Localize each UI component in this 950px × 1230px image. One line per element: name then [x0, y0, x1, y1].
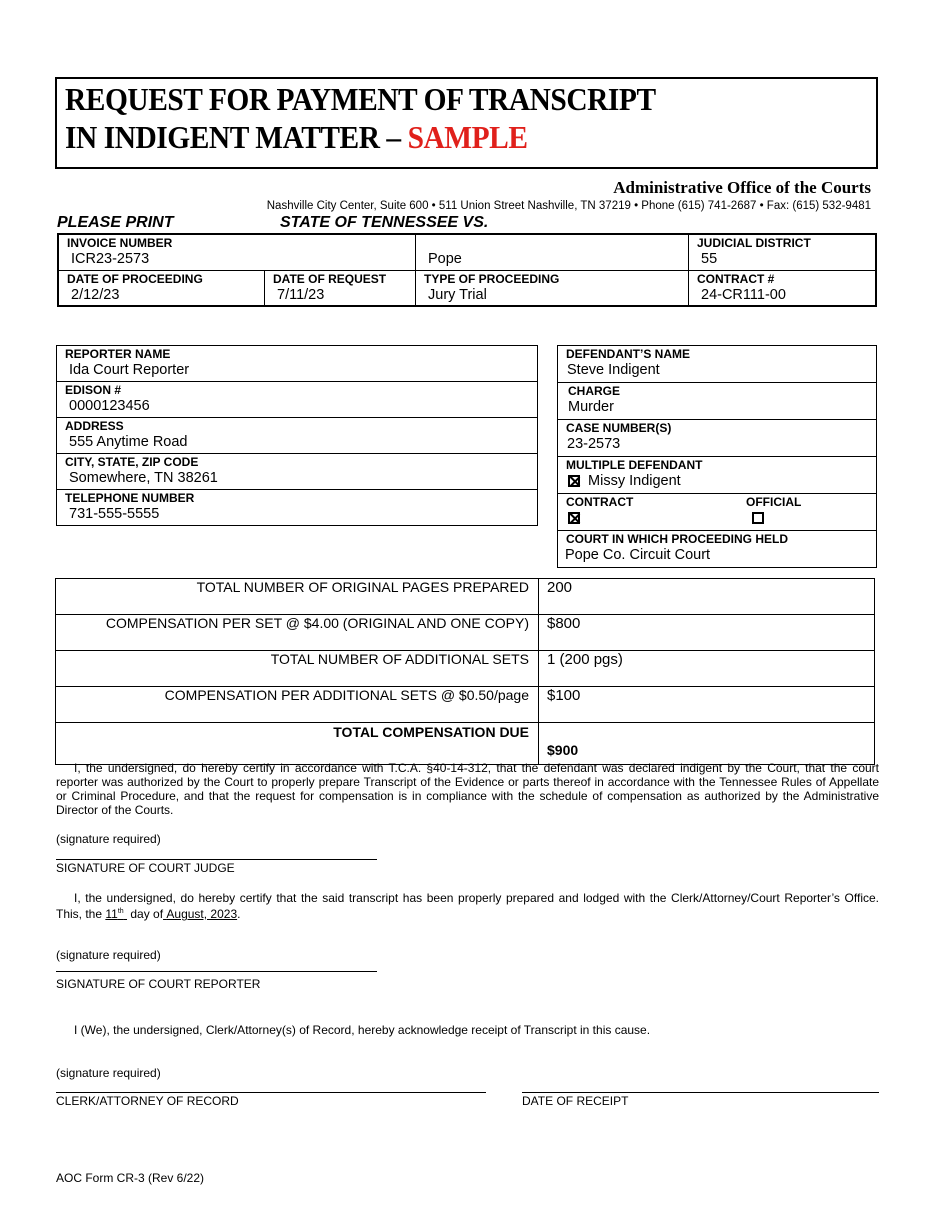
- reporter-info-table: [56, 345, 538, 526]
- reporter-name-value: Ida Court Reporter: [69, 362, 190, 378]
- compensation-row-value[interactable]: $800: [539, 615, 875, 651]
- type-of-proceeding-label: TYPE OF PROCEEDING: [424, 271, 560, 286]
- certification-month-year-value: August, 2023: [166, 907, 238, 921]
- charge-label: CHARGE: [568, 384, 621, 398]
- sample-watermark-text: SAMPLE: [407, 119, 528, 155]
- reporter-cert-text-b: day of: [127, 907, 164, 921]
- city-state-zip-value: Somewhere, TN 38261: [69, 470, 218, 486]
- title-prefix: IN INDIGENT MATTER –: [65, 119, 408, 155]
- date-of-proceeding-cell[interactable]: [58, 270, 265, 306]
- reporter-signature-required: (signature required): [56, 948, 161, 962]
- date-of-request-cell[interactable]: [265, 270, 416, 306]
- edison-value: 0000123456: [69, 398, 150, 414]
- reporter-name-cell[interactable]: [57, 346, 538, 382]
- case-info-table: [57, 233, 877, 307]
- compensation-row-label: TOTAL NUMBER OF ORIGINAL PAGES PREPARED: [56, 579, 539, 615]
- clerk-signature-label: CLERK/ATTORNEY OF RECORD: [56, 1094, 239, 1108]
- address-value: 555 Anytime Road: [69, 434, 188, 450]
- address-cell[interactable]: [57, 418, 538, 454]
- case-numbers-cell[interactable]: [558, 420, 877, 457]
- compensation-row: [56, 651, 875, 687]
- date-of-receipt-line[interactable]: [522, 1092, 879, 1093]
- reporter-cert-text-a: I, the undersigned, do hereby certify that the said transcript has been properly prepared and lodged with the Clerk/Attorney/Court Reporter’s Office. This, the: [56, 891, 879, 921]
- official-type-label: OFFICIAL: [746, 495, 802, 509]
- defendant-name-label: DEFENDANT’S NAME: [566, 347, 691, 361]
- contract-number-cell[interactable]: [689, 270, 877, 306]
- total-compensation-value[interactable]: $900: [539, 723, 875, 765]
- contract-checkbox[interactable]: [568, 512, 580, 524]
- judge-certification-text: I, the undersigned, do hereby certify in accordance with T.C.A. §40-14-312, that the defendant was declared indigent by the Court, that the court reporter was authorized by the Court to properly prepare Transcript of the Evidence or parts thereof in accordance with the Tennessee Rules of Appellate or Criminal Procedure, and that the request for compensation is in compliance with the schedule of compensation as authorized by the Administrative Director of the Courts.: [56, 761, 879, 817]
- certification-day: [105, 907, 127, 921]
- total-compensation-row: [56, 723, 875, 765]
- official-type-cell: [738, 494, 877, 531]
- judge-signature-required: (signature required): [56, 832, 161, 846]
- clerk-signature-required: (signature required): [56, 1066, 161, 1080]
- county-cell[interactable]: [416, 234, 689, 270]
- clerk-signature-line[interactable]: [56, 1092, 486, 1093]
- case-numbers-value: 23-2573: [567, 436, 621, 452]
- receipt-acknowledgement-text: I (We), the undersigned, Clerk/Attorney(s) of Record, hereby acknowledge receipt of Transcript in this cause.: [74, 1023, 651, 1037]
- defendant-name-cell[interactable]: [558, 346, 877, 383]
- multiple-defendant-label: MULTIPLE DEFENDANT: [566, 458, 703, 472]
- judicial-district-label: JUDICIAL DISTRICT: [697, 236, 811, 250]
- type-of-proceeding-cell[interactable]: [416, 270, 689, 306]
- date-of-proceeding-label: DATE OF PROCEEDING: [67, 271, 203, 286]
- telephone-value: 731-555-5555: [69, 506, 160, 522]
- compensation-row-label: TOTAL NUMBER OF ADDITIONAL SETS: [56, 651, 539, 687]
- judicial-district-cell[interactable]: [689, 234, 877, 270]
- charge-cell[interactable]: [558, 383, 877, 420]
- compensation-row-value[interactable]: 1 (200 pgs): [539, 651, 875, 687]
- judge-signature-line[interactable]: [56, 859, 377, 860]
- telephone-label: TELEPHONE NUMBER: [65, 491, 195, 505]
- form-title-box: [55, 77, 878, 169]
- office-name: Administrative Office of the Courts: [613, 178, 871, 197]
- multiple-defendant-checkbox[interactable]: [568, 475, 580, 487]
- edison-cell[interactable]: [57, 382, 538, 418]
- city-state-zip-label: CITY, STATE, ZIP CODE: [65, 455, 199, 469]
- compensation-row-value[interactable]: $100: [539, 687, 875, 723]
- contract-number-value: 24-CR111-00: [701, 286, 786, 303]
- certification-day-suffix: th: [117, 908, 124, 915]
- court-held-value: Pope Co. Circuit Court: [565, 547, 711, 563]
- reporter-certification-text: I, the undersigned, do hereby certify that the said transcript has been properly prepared and lodged with the Clerk/Attorney/Court Reporter’s Office. This, the 11th day of August, 2023.: [56, 891, 879, 921]
- please-print-note: PLEASE PRINT: [57, 214, 174, 231]
- compensation-row-label: COMPENSATION PER ADDITIONAL SETS @ $0.50/page: [56, 687, 539, 723]
- compensation-row: [56, 687, 875, 723]
- type-of-proceeding-value: Jury Trial: [428, 286, 487, 303]
- date-of-request-value: 7/11/23: [277, 286, 325, 303]
- reporter-name-label: REPORTER NAME: [65, 347, 171, 361]
- compensation-table: [55, 578, 875, 765]
- official-checkbox[interactable]: [752, 512, 764, 524]
- form-identifier: AOC Form CR-3 (Rev 6/22): [56, 1171, 205, 1185]
- invoice-number-cell[interactable]: [58, 234, 416, 270]
- multiple-defendant-name: Missy Indigent: [588, 473, 681, 489]
- reporter-signature-label: SIGNATURE OF COURT REPORTER: [56, 977, 261, 991]
- form-title-line2: [65, 119, 528, 156]
- defendant-info-table: [557, 345, 877, 568]
- multiple-defendant-cell: [558, 457, 877, 494]
- defendant-name-value: Steve Indigent: [567, 362, 660, 378]
- date-of-proceeding-value: 2/12/23: [71, 286, 120, 303]
- compensation-row-label: COMPENSATION PER SET @ $4.00 (ORIGINAL AND ONE COPY): [56, 615, 539, 651]
- contract-number-label: CONTRACT #: [697, 271, 775, 286]
- state-vs-heading: STATE OF TENNESSEE VS.: [280, 214, 489, 231]
- total-compensation-label: TOTAL COMPENSATION DUE: [56, 723, 539, 765]
- county-value: Pope: [428, 251, 462, 267]
- address-label: ADDRESS: [65, 419, 124, 433]
- certification-day-number: 11: [105, 907, 118, 921]
- compensation-row-value[interactable]: 200: [539, 579, 875, 615]
- reporter-signature-line[interactable]: [56, 971, 377, 972]
- court-held-label: COURT IN WHICH PROCEEDING HELD: [566, 532, 788, 546]
- judicial-district-value: 55: [701, 251, 718, 267]
- case-numbers-label: CASE NUMBER(S): [566, 421, 672, 435]
- edison-label: EDISON #: [65, 383, 122, 397]
- charge-value: Murder: [568, 399, 614, 415]
- date-of-receipt-label: DATE OF RECEIPT: [522, 1094, 629, 1108]
- office-address: Nashville City Center, Suite 600 • 511 Union Street Nashville, TN 37219 • Phone (615) 741-2687 • Fax: (615) 532-9481: [266, 200, 871, 212]
- certification-month-year: [163, 907, 237, 921]
- invoice-number-value: ICR23-2573: [71, 251, 150, 267]
- date-of-request-label: DATE OF REQUEST: [273, 271, 387, 286]
- telephone-cell[interactable]: [57, 490, 538, 526]
- compensation-row: [56, 579, 875, 615]
- compensation-row: [56, 615, 875, 651]
- contract-type-cell: [558, 494, 739, 531]
- form-title-line1: REQUEST FOR PAYMENT OF TRANSCRIPT: [65, 81, 656, 117]
- city-state-zip-cell[interactable]: [57, 454, 538, 490]
- contract-type-label: CONTRACT: [566, 495, 634, 509]
- invoice-number-label: INVOICE NUMBER: [67, 236, 173, 250]
- court-held-cell[interactable]: [558, 531, 877, 568]
- judge-signature-label: SIGNATURE OF COURT JUDGE: [56, 861, 235, 875]
